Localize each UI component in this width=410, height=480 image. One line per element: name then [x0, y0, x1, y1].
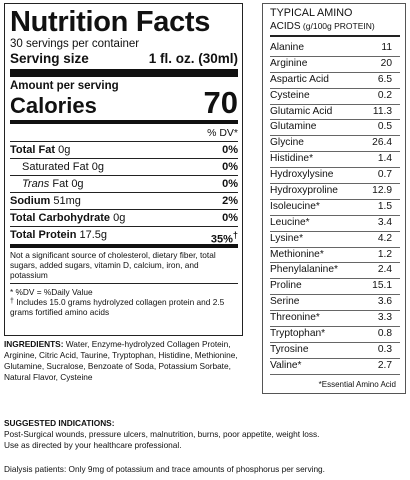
nutrient-row-trans-fat [10, 176, 238, 193]
amino-value: 2.7 [377, 359, 392, 371]
amino-value: 0.8 [377, 328, 392, 340]
amino-row [270, 57, 400, 73]
amino-row [270, 152, 400, 168]
nutrient-dv: 0% [222, 144, 238, 156]
amino-value: 0.2 [377, 89, 392, 101]
amino-subtitle [270, 20, 400, 33]
essential-amino-note: *Essential Amino Acid [318, 379, 396, 389]
nutrient-amount: 51mg [50, 195, 81, 207]
amino-divider [270, 35, 400, 37]
amino-row [270, 105, 400, 121]
amino-value: 20 [380, 57, 392, 69]
suggested-indications [4, 418, 406, 451]
nutrient-row-total-protein [10, 227, 238, 244]
amino-value: 2.4 [377, 264, 392, 276]
amino-value: 3.4 [377, 216, 392, 228]
thick-divider [10, 69, 238, 77]
nutrient-dv: 0% [222, 161, 238, 173]
amino-title: TYPICAL AMINO [270, 7, 353, 19]
amino-name: Cysteine [270, 89, 310, 101]
amino-row [270, 41, 400, 57]
amino-value: 0.7 [377, 169, 392, 181]
nutrient-amount: Saturated Fat 0g [22, 161, 104, 173]
amino-name: Serine [270, 296, 300, 308]
amino-row [270, 327, 400, 343]
ingredients-text: Water, Enzyme-hydrolyzed Collagen Protein, Arginine, Citric Acid, Taurine, Tryptophan, Histidine, Methionine, Glutamine, Sucralose, Benzoate of Soda, Potassium Sorbate, Natural Flavor, Cysteine [4, 339, 238, 382]
nutrient-amount: Fat 0g [49, 178, 84, 190]
amino-name: Arginine [270, 57, 308, 69]
amino-row [270, 184, 400, 200]
amino-name: Proline [270, 280, 302, 292]
amino-row [270, 200, 400, 216]
amino-name: Hydroxylysine [270, 169, 334, 181]
amino-row [270, 232, 400, 248]
amino-value: 26.4 [372, 137, 392, 149]
suggested-title: SUGGESTED INDICATIONS: [4, 418, 115, 428]
calories-label: Calories [10, 93, 97, 118]
nutrient-amount: 17.5g [76, 229, 108, 241]
amino-row [270, 263, 400, 279]
serving-size-label: Serving size [10, 51, 89, 66]
amino-name: Leucine* [270, 216, 310, 228]
amino-name: Alanine [270, 42, 304, 53]
amino-row [270, 168, 400, 184]
amino-acid-panel [262, 3, 406, 394]
nutrient-dv: 0% [222, 178, 238, 190]
amino-row [270, 279, 400, 295]
medium-divider [10, 120, 238, 124]
ingredients-label: INGREDIENTS: [4, 339, 64, 349]
amino-name: Phenylalanine* [270, 264, 338, 276]
amino-name: Glutamic Acid [270, 105, 333, 117]
nutrient-dv: 0% [222, 212, 238, 224]
nutrient-name: Total Fat [10, 144, 56, 156]
dagger-mark: † [232, 230, 238, 240]
nutrient-row-total-carbohydrate [10, 210, 238, 227]
nutrient-name-italic: Trans [22, 178, 50, 190]
amino-row [270, 343, 400, 359]
footnote-not-significant: Not a significant source of cholesterol, dietary fiber, total sugars, added sugars, vitamin D, calcium, iron, and potassium [10, 244, 238, 284]
amino-row [270, 248, 400, 264]
amino-value: 0.5 [377, 121, 392, 133]
amino-value: 3.6 [377, 296, 392, 308]
amino-row [270, 89, 400, 105]
amino-name: Isoleucine* [270, 200, 320, 212]
dagger-mark: † [10, 298, 14, 305]
amino-list [270, 41, 400, 375]
amino-row [270, 311, 400, 327]
amino-row [270, 136, 400, 152]
nutrient-name: Total Carbohydrate [10, 212, 111, 224]
amino-name: Threonine* [270, 312, 320, 324]
amino-row [270, 216, 400, 232]
nutrient-name: Sodium [10, 195, 51, 207]
servings-per-container: 30 servings per container [10, 38, 140, 50]
amino-value: 6.5 [377, 73, 392, 85]
amino-name: Histidine* [270, 153, 314, 165]
ingredients-block [4, 339, 243, 383]
dv-header: % DV* [10, 126, 238, 142]
amino-subtitle-units: (g/100g PROTEIN) [300, 21, 375, 31]
amino-value: 1.4 [377, 153, 392, 165]
amino-value: 3.3 [377, 312, 392, 324]
nutrient-row-sodium [10, 193, 238, 210]
amino-row [270, 359, 400, 375]
amino-name: Tryptophan* [270, 328, 326, 340]
amino-value: 11.3 [372, 105, 392, 117]
amino-name: Glutamine [270, 121, 317, 133]
amino-value: 1.2 [377, 248, 392, 260]
amino-name: Aspartic Acid [270, 73, 329, 85]
nutrient-name: Total Protein [10, 229, 77, 241]
calories-value: 70 [203, 85, 238, 120]
amino-value: 0.3 [377, 343, 392, 355]
amount-per-serving: Amount per serving [10, 80, 119, 92]
amino-name: Tyrosine [270, 343, 309, 355]
suggested-line-2: Use as directed by your healthcare professional. [4, 440, 182, 450]
amino-value: 12.9 [372, 185, 392, 197]
nutrient-row-saturated-fat [10, 159, 238, 176]
nutrient-dv: 2% [222, 195, 238, 207]
footnote-protein-note: Includes 15.0 grams hydrolyzed collagen protein and 2.5 grams fortified amino acids [10, 297, 225, 317]
nutrient-row-total-fat [10, 142, 238, 159]
suggested-line-1: Post-Surgical wounds, pressure ulcers, malnutrition, burns, poor appetite, weight loss. [4, 429, 320, 439]
amino-value: 15.1 [372, 280, 392, 292]
amino-name: Lysine* [270, 232, 304, 244]
amino-subtitle-main: ACIDS [270, 21, 301, 32]
amino-row [270, 295, 400, 311]
serving-size-row [10, 51, 238, 67]
footnote-daily-value [10, 284, 238, 319]
nutrition-facts-panel [4, 3, 243, 336]
amino-value: 4.2 [377, 232, 392, 244]
footnote-dv-definition: * %DV = %Daily Value [10, 287, 93, 297]
nutrition-title: Nutrition Facts [10, 6, 211, 38]
nutrient-dv: 35% [210, 233, 233, 246]
nutrient-amount: 0g [55, 144, 71, 156]
amino-value: 1.5 [377, 200, 392, 212]
amino-name: Hydroxyproline [270, 185, 338, 197]
dialysis-note: Dialysis patients: Only 9mg of potassium and trace amounts of phosphorus per serving. [4, 464, 325, 474]
amino-name: Valine* [270, 359, 302, 371]
amino-row [270, 73, 400, 89]
serving-size-value: 1 fl. oz. (30ml) [148, 51, 238, 66]
amino-row [270, 120, 400, 136]
amino-name: Glycine [270, 137, 304, 149]
amino-value: 11 [381, 42, 392, 53]
nutrient-amount: 0g [110, 212, 126, 224]
amino-name: Methionine* [270, 248, 324, 260]
